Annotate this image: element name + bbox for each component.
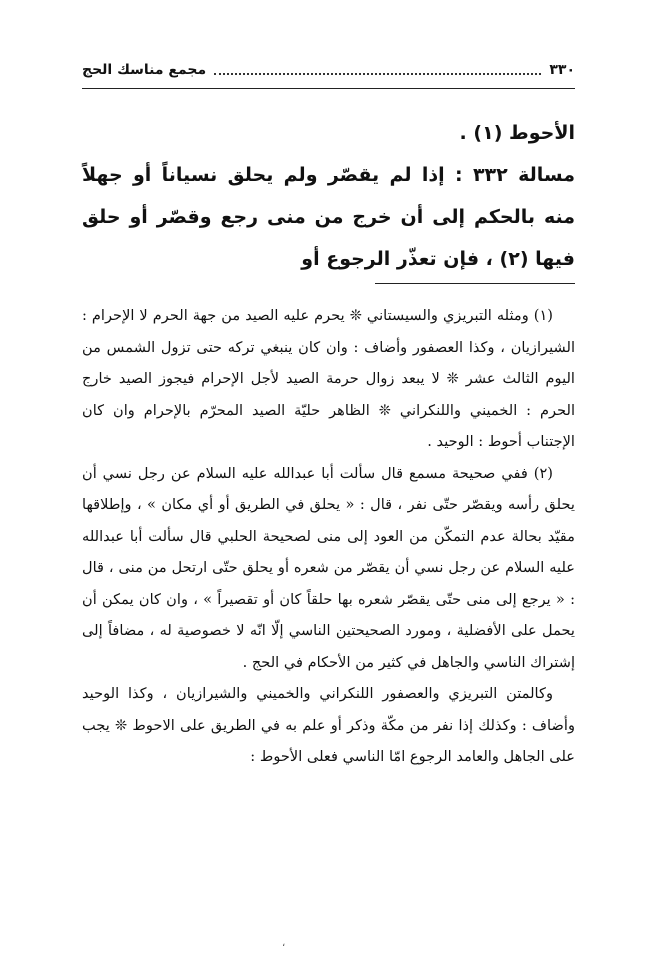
footnote-1: (١) ومثله التبريزي والسيستاني ❊ يحرم عليه الصيد من جهة الحرم لا الإحرام : الشيرازيان ، وكذا العصفور وأضاف : وان كان ينبغي تركه حتى تزول الشمس من اليوم الثالث عشر ❊ لا يبعد زوال حرمة الصيد لأجل الإحرام فيجوز الصيد خارج الحرم : الخميني واللنكراني ❊ الظاهر حليّة الصيد المحرّم بالإحرام وان كان الإجتناب أحوط : الوحيد . <box>82 307 575 450</box>
header-leader-dots <box>214 73 541 75</box>
book-title: مجمع مناسك الحج <box>82 62 207 78</box>
footnote-separator <box>375 283 575 284</box>
footnote-2-continued: وكالمتن التبريزي والعصفور اللنكراني والخميني والشيرازيان ، وكذا الوحيد وأضاف : وكذلك إذا نفر من مكّة وذكر أو علم به في الطريق على الاحوط ❊ يجب على الجاهل والعامد الرجوع امّا الناسي فعلى الأحوط : <box>82 685 575 765</box>
issue-text: إذا لم يقصّر ولم يحلق نسياناً أو جهلاً منه بالحكم إلى أن خرج من منى رجع وقصّر أو حلق فيها (٢) ، فإن تعذّر الرجوع أو <box>82 164 575 270</box>
footnotes <box>82 300 575 773</box>
footnote-2: (٢) ففي صحيحة مسمع قال سألت أبا عبدالله عليه السلام عن رجل نسي أن يحلق رأسه ويقصّر حتّى نفر ، قال : « يحلق في الطريق أو أي مكان » ، وإطلاقها مقيّد بحالة عدم التمكّن من العود إلى منى لصحيحة الحلبي قال سألت أبا عبدالله عليه السلام عن رجل نسي أن يقصّر من شعره أو يحلق حتّى ارتحل من منى ، قال : « يرجع إلى منى حتّى يقصّر شعره بها حلقاً كان أو تقصيراً » ، وان كان يمكن أن يحمل على الأفضلية ، ومورد الصحيحتين الناسي إلّا انّه لا خصوصية له ، مضافاً إلى إشتراك الناسي والجاهل في كثير من الأحكام في الحج . <box>82 464 575 671</box>
main-line-1: الأحوط (١) . <box>459 122 575 144</box>
bottom-mark: ، <box>282 938 286 949</box>
issue-label: مسالة ٣٣٢ : <box>455 164 575 186</box>
issue-paragraph <box>82 154 575 280</box>
running-header <box>82 55 575 85</box>
header-rule <box>82 88 575 89</box>
page-number: ٣٣٠ <box>549 62 575 78</box>
main-text <box>82 112 575 280</box>
